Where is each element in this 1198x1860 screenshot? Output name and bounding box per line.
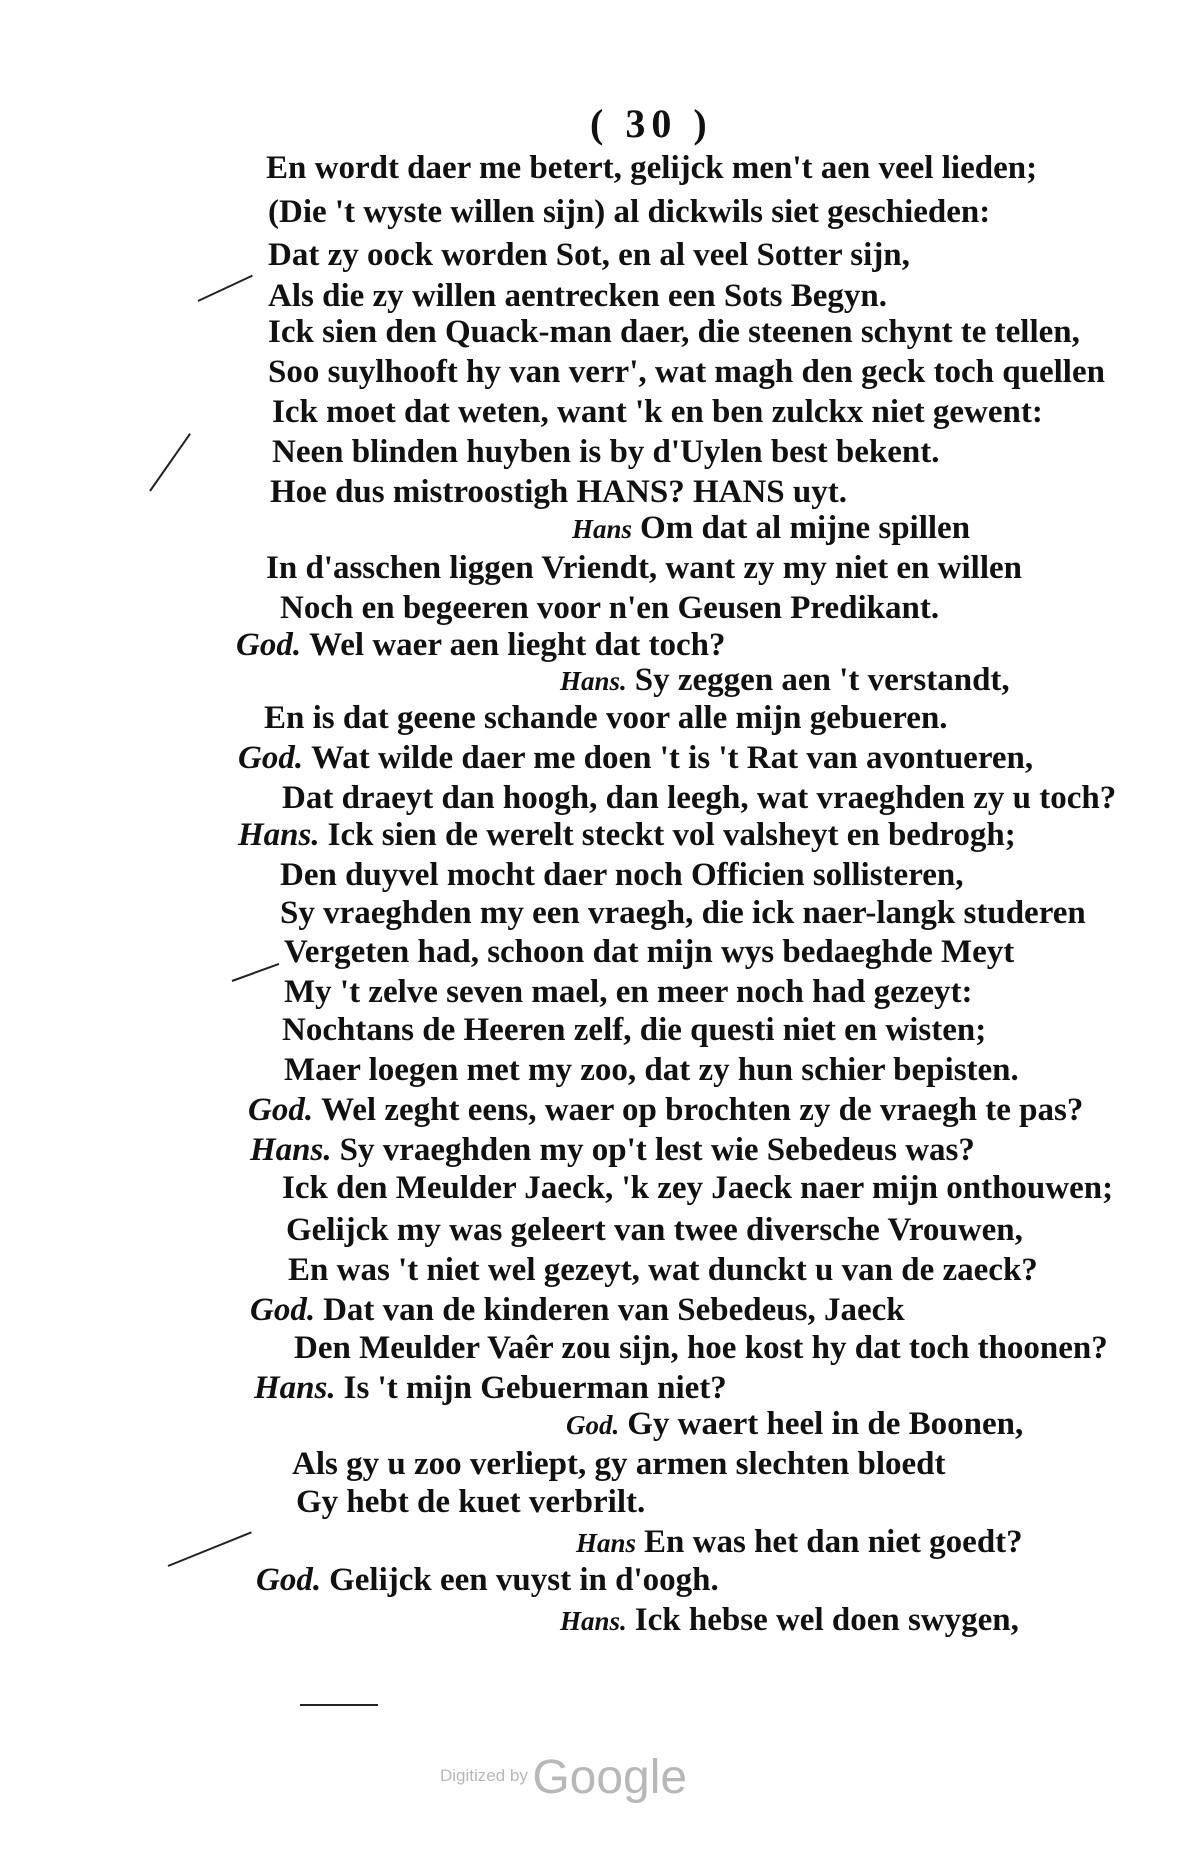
verse-line	[272, 432, 940, 472]
verse-text: En was het dan niet goedt?	[644, 1524, 1023, 1560]
speaker-label: Hans.	[250, 1132, 332, 1168]
verse-text: Den duyvel mocht daer noch Officien sollisteren,	[280, 857, 964, 893]
verse-text: Vergeten had, schoon dat mijn wys bedaeghde Meyt	[284, 934, 1015, 970]
verse-line	[286, 1210, 1023, 1250]
verse-line	[296, 1482, 645, 1522]
verse-text: Ick sien den Quack-man daer, die steenen schynt te tellen,	[268, 314, 1080, 350]
verse-line	[268, 235, 910, 275]
speaker-label: God.	[566, 1410, 620, 1440]
verse-text: En wordt daer me betert, gelijck men't aen veel lieden;	[266, 150, 1038, 186]
verse-line	[254, 1368, 727, 1408]
verse-line	[266, 548, 1022, 588]
verse-line	[282, 1168, 1113, 1208]
verse-line	[272, 392, 1043, 432]
verse-text: Noch en begeeren voor n'en Geusen Predikant.	[280, 590, 940, 626]
verse-text: (Die 't wyste willen sijn) al dickwils siet geschieden:	[268, 194, 991, 230]
verse-text: Dat draeyt dan hoogh, dan leegh, wat vraeghden zy u toch?	[282, 780, 1117, 816]
verse-line	[236, 625, 726, 665]
margin-stroke	[149, 433, 191, 491]
speaker-label: Hans.	[560, 1606, 627, 1636]
verse-text: Dat zy oock worden Sot, en al veel Sotter sijn,	[268, 237, 910, 273]
verse-line	[282, 1010, 986, 1050]
speaker-label: Hans.	[254, 1370, 336, 1406]
verse-text: Als die zy willen aentrecken een Sots Begyn.	[268, 278, 888, 314]
verse-line	[576, 1522, 1023, 1563]
verse-line	[270, 472, 847, 512]
speaker-label: God.	[236, 627, 302, 663]
verse-text: Gy waert heel in de Boonen,	[627, 1406, 1024, 1442]
speaker-label: God.	[238, 740, 304, 776]
verse-line	[292, 1444, 946, 1484]
verse-text: My 't zelve seven mael, en meer noch had gezeyt:	[284, 974, 973, 1010]
verse-text: En was 't niet wel gezeyt, wat dunckt u van de zaeck?	[288, 1252, 1038, 1288]
verse-line	[280, 893, 1086, 933]
margin-stroke	[198, 275, 253, 302]
verse-text: Maer loegen met my zoo, dat zy hun schier bepisten.	[284, 1052, 1019, 1088]
digitized-by-watermark	[440, 1750, 687, 1805]
verse-line	[264, 698, 948, 738]
verse-line	[250, 1290, 905, 1330]
verse-line	[284, 972, 973, 1012]
verse-line	[566, 1404, 1023, 1445]
verse-text: Wel zeght eens, waer op brochten zy de vraegh te pas?	[321, 1092, 1084, 1128]
verse-line	[256, 1560, 719, 1600]
verse-text: Den Meulder Vaêr zou sijn, hoe kost hy dat toch thoonen?	[294, 1330, 1108, 1366]
verse-text: Wat wilde daer me doen 't is 't Rat van avontueren,	[311, 740, 1034, 776]
verse-line	[268, 192, 990, 232]
margin-stroke	[232, 963, 280, 982]
speaker-label: Hans	[572, 514, 633, 544]
footer-rule	[300, 1704, 378, 1706]
digitized-prefix: Digitized by	[440, 1766, 528, 1785]
verse-text: Soo suylhooft hy van verr', wat magh den geck toch quellen	[268, 354, 1105, 390]
verse-text: Sy vraeghden my op't lest wie Sebedeus was?	[339, 1132, 975, 1168]
verse-line	[250, 1130, 975, 1170]
verse-text: Gelijck een vuyst in d'oogh.	[329, 1562, 719, 1598]
speaker-label: God.	[248, 1092, 314, 1128]
verse-text: Ick sien de werelt steckt vol valsheyt en bedrogh;	[327, 817, 1016, 853]
speaker-label: God.	[250, 1292, 316, 1328]
verse-text: Sy vraeghden my een vraegh, die ick naer-langk studeren	[280, 895, 1086, 931]
verse-line	[268, 352, 1105, 392]
verse-text: In d'asschen liggen Vriendt, want zy my niet en willen	[266, 550, 1022, 586]
verse-line	[284, 1050, 1019, 1090]
verse-line	[280, 588, 939, 628]
verse-text: Neen blinden huyben is by d'Uylen best bekent.	[272, 434, 940, 470]
verse-text: Sy zeggen aen 't verstandt,	[634, 662, 1010, 698]
verse-text: Ick hebse wel doen swygen,	[634, 1602, 1019, 1638]
verse-text: Als gy u zoo verliept, gy armen slechten bloedt	[292, 1446, 946, 1482]
verse-line	[268, 276, 887, 316]
verse-line	[284, 932, 1014, 972]
google-logo: Google	[532, 1751, 688, 1804]
verse-line	[238, 815, 1016, 855]
verse-line	[560, 660, 1010, 701]
speaker-label: God.	[256, 1562, 322, 1598]
verse-line	[294, 1328, 1108, 1368]
speaker-label: Hans.	[238, 817, 320, 853]
verse-line	[268, 312, 1080, 352]
page-number: ( 30 )	[590, 101, 713, 146]
speaker-label: Hans	[576, 1528, 637, 1558]
verse-text: Dat van de kinderen van Sebedeus, Jaeck	[323, 1292, 905, 1328]
verse-line	[238, 738, 1033, 778]
verse-text: En is dat geene schande voor alle mijn gebueren.	[264, 700, 948, 736]
verse-text: Nochtans de Heeren zelf, die questi niet en wisten;	[282, 1012, 987, 1048]
verse-text: Ick moet dat weten, want 'k en ben zulckx niet gewent:	[272, 394, 1043, 430]
verse-text: Hoe dus mistroostigh HANS? HANS uyt.	[270, 474, 847, 510]
speaker-label: Hans.	[560, 666, 627, 696]
verse-line	[280, 855, 964, 895]
margin-stroke	[168, 1531, 252, 1567]
verse-text: Gy hebt de kuet verbrilt.	[296, 1484, 646, 1520]
verse-text: Is 't mijn Gebuerman niet?	[343, 1370, 727, 1406]
verse-line	[282, 778, 1116, 818]
verse-text: Wel waer aen lieght dat toch?	[309, 627, 726, 663]
verse-line	[560, 1600, 1019, 1641]
verse-text: Gelijck my was geleert van twee diversche Vrouwen,	[286, 1212, 1023, 1248]
verse-line	[288, 1250, 1038, 1290]
verse-text: Ick den Meulder Jaeck, 'k zey Jaeck naer mijn onthouwen;	[282, 1170, 1114, 1206]
verse-line	[266, 148, 1037, 188]
verse-line	[572, 508, 970, 549]
verse-line	[248, 1090, 1083, 1130]
verse-text: Om dat al mijne spillen	[640, 510, 971, 546]
